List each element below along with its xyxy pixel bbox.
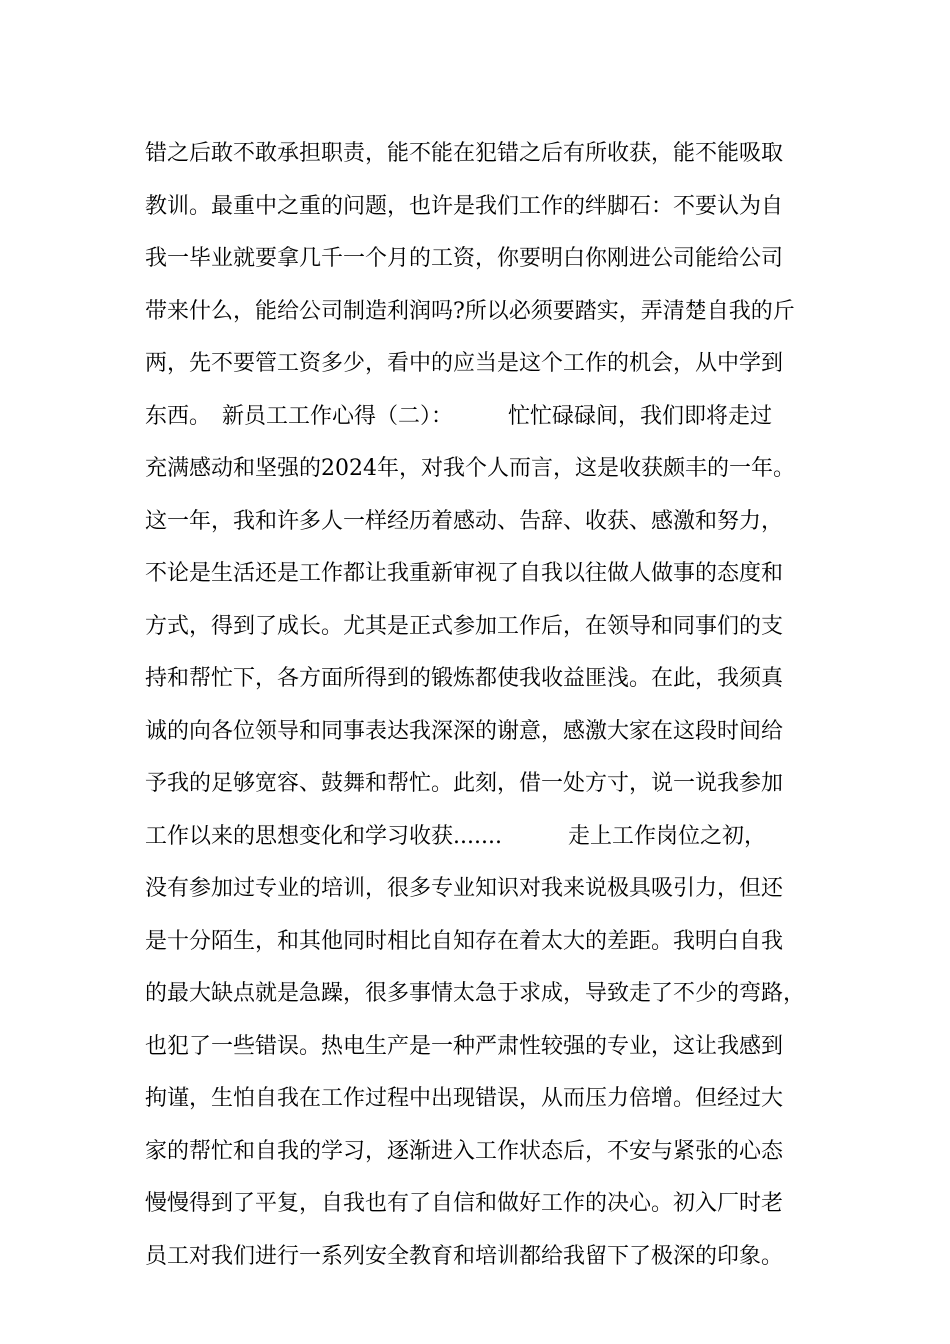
text-line: 错之后敢不敢承担职责，能不能在犯错之后有所收获，能不能吸取 bbox=[145, 141, 784, 166]
body-text bbox=[145, 128, 835, 1283]
text-line: 慢慢得到了平复，自我也有了自信和做好工作的决心。初入厂时老 bbox=[145, 1191, 784, 1216]
text-line: 员工对我们进行一系列安全教育和培训都给我留下了极深的印象。 bbox=[145, 1243, 784, 1269]
text-line: 两，先不要管工资多少，看中的应当是这个工作的机会，从中学到 bbox=[145, 351, 784, 376]
text-line: 没有参加过专业的培训，很多专业知识对我来说极具吸引力，但还 bbox=[145, 876, 784, 901]
text-line: 的最大缺点就是急躁，很多事情太急于求成，导致走了不少的弯路， bbox=[145, 981, 806, 1006]
text-line: 拘谨，生怕自我在工作过程中出现错误，从而压力倍增。但经过大 bbox=[145, 1086, 784, 1111]
text-line: 教训。最重中之重的问题，也许是我们工作的绊脚石：不要认为自 bbox=[145, 193, 784, 219]
text-line: 诚的向各位领导和同事表达我深深的谢意，感激大家在这段时间给 bbox=[145, 718, 784, 744]
text-line: 不论是生活还是工作都让我重新审视了自我以往做人做事的态度和 bbox=[145, 561, 784, 586]
text-line: 持和帮忙下，各方面所得到的锻炼都使我收益匪浅。在此，我须真 bbox=[145, 666, 784, 691]
text-line: 予我的足够宽容、鼓舞和帮忙。此刻，借一处方寸，说一说我参加 bbox=[145, 771, 784, 796]
text-line: 工作以来的思想变化和学习收获....... 走上工作岗位之初， bbox=[145, 823, 766, 849]
text-line: 是十分陌生，和其他同时相比自知存在着太大的差距。我明白自我 bbox=[145, 928, 784, 954]
text-line: 家的帮忙和自我的学习，逐渐进入工作状态后，不安与紧张的心态 bbox=[145, 1138, 784, 1164]
text-line: 我一毕业就要拿几千一个月的工资，你要明白你刚进公司能给公司 bbox=[145, 246, 784, 271]
text-line: 充满感动和坚强的2024年，对我个人而言，这是收获颇丰的一年。 bbox=[145, 456, 795, 481]
text-line: 这一年，我和许多人一样经历着感动、告辞、收获、感激和努力， bbox=[145, 508, 784, 534]
text-line: 也犯了一些错误。热电生产是一种严肃性较强的专业，这让我感到 bbox=[145, 1033, 784, 1059]
text-line: 东西。 新员工工作心得（二）： 忙忙碌碌间，我们即将走过 bbox=[145, 403, 773, 429]
text-line: 方式，得到了成长。尤其是正式参加工作后，在领导和同事们的支 bbox=[145, 613, 784, 639]
text-line: 带来什么，能给公司制造利润吗?所以必须要踏实，弄清楚自我的斤 bbox=[145, 298, 795, 324]
